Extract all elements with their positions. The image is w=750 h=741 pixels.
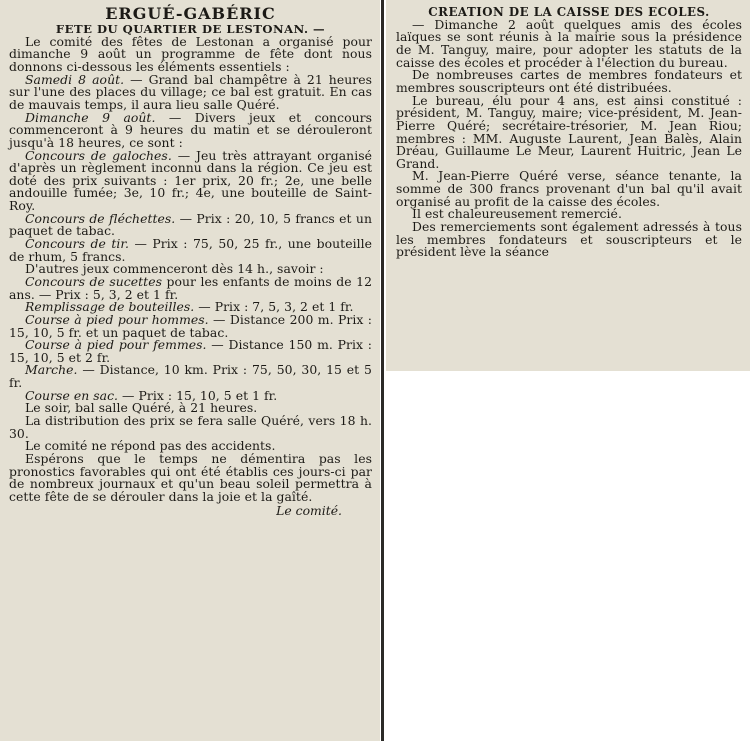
- column-divider: [381, 0, 384, 741]
- course-hommes-paragraph: [9, 311, 373, 340]
- caisse-paragraph-6: Des remerciements sont également adressés à tous les membres fondateurs et souscripteurs et le président lève la séance: [396, 218, 742, 260]
- sucettes-label: Concours de sucettes: [25, 273, 162, 289]
- saturday-label: Samedi 8 août.: [25, 71, 125, 87]
- town-heading: ERGUÉ-GABÉRIC: [105, 4, 276, 23]
- tir-label: Concours de tir.: [25, 236, 129, 252]
- intro-paragraph: Le comité des fêtes de Lestonan a organisé pour dimanche 9 août un programme de fête dont nous donnons ci-dessous les éléments essentiels :: [9, 33, 372, 75]
- flechettes-text: — Prix : 20, 10, 5 francs et un paquet de tabac.: [9, 210, 372, 239]
- tir-text: — Prix : 75, 50, 25 fr., une bouteille de rhum, 5 francs.: [9, 236, 373, 264]
- course-femmes-text: — Distance 150 m. Prix : 15, 10, 5 et 2 fr.: [9, 337, 373, 365]
- soir-paragraph: Le soir, bal salle Quéré, à 21 heures.: [25, 400, 258, 416]
- course-femmes-paragraph: [9, 339, 372, 364]
- saturday-paragraph: [9, 71, 372, 112]
- galoches-paragraph: [9, 147, 372, 214]
- sac-label: Course en sac.: [25, 387, 119, 403]
- caisse-paragraph-2: De nombreuses cartes de membres fondateurs et membres souscripteurs ont été distribuées.: [396, 67, 742, 95]
- marche-label: Marche.: [25, 362, 78, 378]
- article-title-caisse: CREATION DE LA CAISSE DES ECOLES.: [428, 5, 710, 19]
- flechettes-paragraph: [9, 210, 372, 239]
- marche-paragraph: [9, 364, 372, 389]
- galoches-text: — Jeu très attrayant organisé d'après un règlement inconnu dans la région. Ce jeu est doté des prix suivants : 1er prix, 20 fr.; 2e, une belle andouille fumée; 3e, 10 fr.; 4e, une bouteille de Saint-Roy.: [9, 147, 372, 214]
- course-hommes-text: — Distance 200 m. Prix : 15, 10, 5 fr. et un paquet de tabac.: [9, 311, 373, 340]
- course-femmes-label: Course à pied pour femmes.: [25, 337, 207, 353]
- caisse-paragraph-3: Le bureau, élu pour 4 ans, est ainsi constitué : président, M. Tanguy, maire; vice-président, M. Jean-Pierre Quéré; secrétaire-trésorier, M. Jean Riou; membres : MM. Auguste Laurent, Jean Balès, Alain Dréau, Guillaume Le Meur, Laurent Huitric, Jean Le Grand.: [396, 92, 742, 171]
- caisse-paragraph-1: — Dimanche 2 août quelques amis des écoles laïques se sont réunis à la mairie sous la présidence de M. Tanguy, maire, pour adopter les statuts de la caisse des écoles et procéder à l'élection du bureau.: [396, 16, 742, 70]
- caisse-paragraph-4: M. Jean-Pierre Quéré verse, séance tenante, la somme de 300 francs provenant d'un bal qu'il avait organisé au profit de la caisse des écoles.: [396, 168, 742, 209]
- right-column: [386, 0, 750, 371]
- signature: Le comité.: [276, 503, 342, 519]
- other-games-paragraph: D'autres jeux commenceront dès 14 h., savoir :: [25, 261, 324, 277]
- esperons-paragraph: Espérons que le temps ne démentira pas les pronostics favorables qui ont été établis ces jours-ci par de nombreux journaux et qu'un beau soleil permettra à cette fête de se dérouler dans la joie et la gaîté.: [9, 450, 372, 504]
- caisse-paragraph-5: Il est chaleureusement remercié.: [412, 206, 622, 222]
- course-hommes-label: Course à pied pour hommes.: [25, 311, 209, 327]
- article-title-lestonan: FETE DU QUARTIER DE LESTONAN. —: [55, 22, 326, 37]
- sunday-text: — Divers jeux et concours commenceront à 9 heures du matin et se dérouleront jusqu'à 18 heures, ce sont :: [9, 109, 372, 150]
- distribution-paragraph: La distribution des prix se fera salle Quéré, vers 18 h. 30.: [9, 413, 372, 441]
- galoches-label: Concours de galoches.: [25, 147, 172, 163]
- bouteilles-text: — Prix : 7, 5, 3, 2 et 1 fr.: [194, 299, 354, 315]
- bouteilles-label: Remplissage de bouteilles.: [25, 299, 195, 315]
- accidents-paragraph: Le comité ne répond pas des accidents.: [25, 438, 276, 454]
- sucettes-text: pour les enfants de moins de 12 ans. — Prix : 5, 3, 2 et 1 fr.: [9, 273, 373, 302]
- sucettes-paragraph: [9, 273, 373, 302]
- sunday-paragraph: [9, 109, 372, 150]
- sac-text: — Prix : 15, 10, 5 et 1 fr.: [118, 387, 278, 403]
- flechettes-label: Concours de fléchettes.: [25, 210, 176, 226]
- marche-text: — Distance, 10 km. Prix : 75, 50, 30, 15 et 5 fr.: [9, 362, 372, 391]
- saturday-text: — Grand bal champêtre à 21 heures sur l'une des places du village; ce bal est gratuit. En cas de mauvais temps, il aura lieu salle Quéré.: [9, 71, 372, 112]
- tir-paragraph: [9, 238, 372, 263]
- sunday-label: Dimanche 9 août.: [25, 109, 156, 125]
